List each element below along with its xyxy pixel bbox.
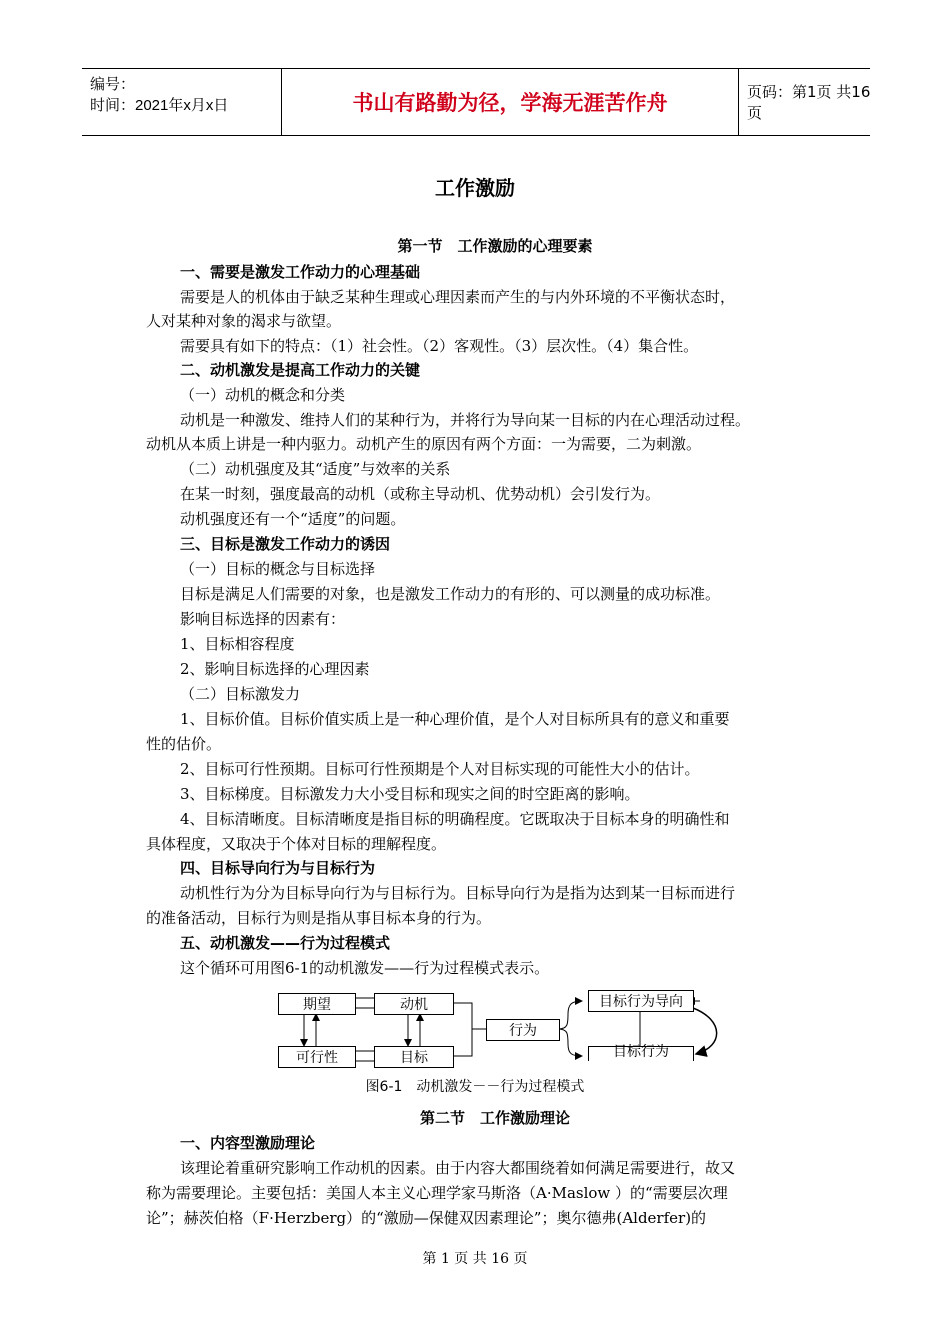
feasibility-box: 可行性: [278, 1046, 356, 1068]
paragraph-line: 该理论着重研究影响工作动机的因素。由于内容大都围绕着如何满足需要进行，故又: [180, 1159, 736, 1177]
header-table: [82, 68, 870, 136]
document-title: 工作激励: [435, 176, 515, 200]
heading: 四、目标导向行为与目标行为: [180, 859, 376, 877]
header-meta-cell: [82, 69, 282, 135]
heading: 二、动机激发是提高工作动力的关键: [180, 361, 421, 379]
paragraph-line: 称为需要理论。主要包括：美国人本主义心理学家马斯洛（A·Maslow ）的“需要层次理: [146, 1184, 728, 1202]
heading: 一、内容型激励理论: [180, 1134, 316, 1152]
paragraph-line: 需要是人的机体由于缺乏某种生理或心理因素而产生的与内外环境的不平衡状态时，: [180, 288, 736, 306]
paragraph-line: 这个循环可用图6-1的动机激发——行为过程模式表示。: [180, 959, 550, 977]
paragraph-line: 动机从本质上讲是一种内驱力。动机产生的原因有两个方面：一为需要，二为刺激。: [146, 435, 702, 453]
list-item: 1、目标相容程度: [180, 635, 295, 653]
page-info: 页码：第1页 共16页: [747, 83, 871, 122]
paragraph-line: 人对某种对象的渴求与欲望。: [146, 312, 342, 330]
paragraph-line: 影响目标选择的因素有：: [180, 610, 346, 628]
time-label: 时间：2021年x月x日: [90, 97, 229, 114]
paragraph-line: 3、目标梯度。目标激发力大小受目标和现实之间的时空距离的影响。: [180, 785, 640, 803]
paragraph-line: 论”；赫茨伯格（F·Herzberg）的“激励—保健双因素理论”；奥尔德弗(Alderfer)的: [146, 1209, 707, 1227]
subheading: （二）目标激发力: [180, 685, 301, 703]
paragraph-line: 动机性行为分为目标导向行为与目标行为。目标导向行为是指为达到某一目标而进行: [180, 884, 736, 902]
paragraph-line: 需要具有如下的特点：（1）社会性。（2）客观性。（3）层次性。（4）集合性。: [180, 337, 699, 355]
motive-box: 动机: [374, 993, 454, 1015]
goal-behavior-box: 目标行为: [588, 1046, 694, 1061]
subheading: （二）动机强度及其“适度”与效率的关系: [180, 460, 451, 478]
heading: 五、动机激发——行为过程模式: [180, 934, 391, 952]
paragraph-line: 在某一时刻，强度最高的动机（或称主导动机、优势动机）会引发行为。: [180, 485, 661, 503]
paragraph-line: 1、目标价值。目标价值实质上是一种心理价值，是个人对目标所具有的意义和重要: [180, 710, 730, 728]
paragraph-line: 性的估价。: [146, 735, 222, 753]
figure-caption: 图6-1 动机激发－－行为过程模式: [365, 1079, 585, 1095]
paragraph-line: 的准备活动，目标行为则是指从事目标本身的行为。: [146, 909, 492, 927]
motto: 书山有路勤为径，学海无涯苦作舟: [282, 69, 739, 135]
expectation-box: 期望: [278, 993, 356, 1015]
subheading: （一）动机的概念和分类: [180, 386, 346, 404]
paragraph-line: 4、目标清晰度。目标清晰度是指目标的明确程度。它既取决于目标本身的明确性和: [180, 810, 730, 828]
subheading: （一）目标的概念与目标选择: [180, 560, 376, 578]
paragraph-line: 动机是一种激发、维持人们的某种行为，并将行为导向某一目标的内在心理活动过程。: [180, 411, 751, 429]
list-item: 2、影响目标选择的心理因素: [180, 660, 370, 678]
section-heading: 第一节 工作激励的心理要素: [397, 237, 593, 255]
heading: 三、目标是激发工作动力的诱因: [180, 535, 391, 553]
number-label: 编号：: [90, 76, 136, 93]
paragraph-line: 2、目标可行性预期。目标可行性预期是个人对目标实现的可能性大小的估计。: [180, 760, 700, 778]
paragraph-line: 目标是满足人们需要的对象，也是激发工作动力的有形的、可以测量的成功标准。: [180, 585, 721, 603]
behavior-box: 行为: [486, 1019, 560, 1041]
goal-directed-box: 目标行为导向: [588, 990, 694, 1012]
page-footer: 第 1 页 共 16 页: [422, 1251, 528, 1267]
paragraph-line: 动机强度还有一个“适度”的问题。: [180, 510, 406, 528]
goal-box: 目标: [374, 1046, 454, 1068]
paragraph-line: 具体程度，又取决于个体对目标的理解程度。: [146, 835, 447, 853]
section-heading: 第二节 工作激励理论: [419, 1109, 570, 1127]
heading: 一、需要是激发工作动力的心理基础: [180, 263, 421, 281]
